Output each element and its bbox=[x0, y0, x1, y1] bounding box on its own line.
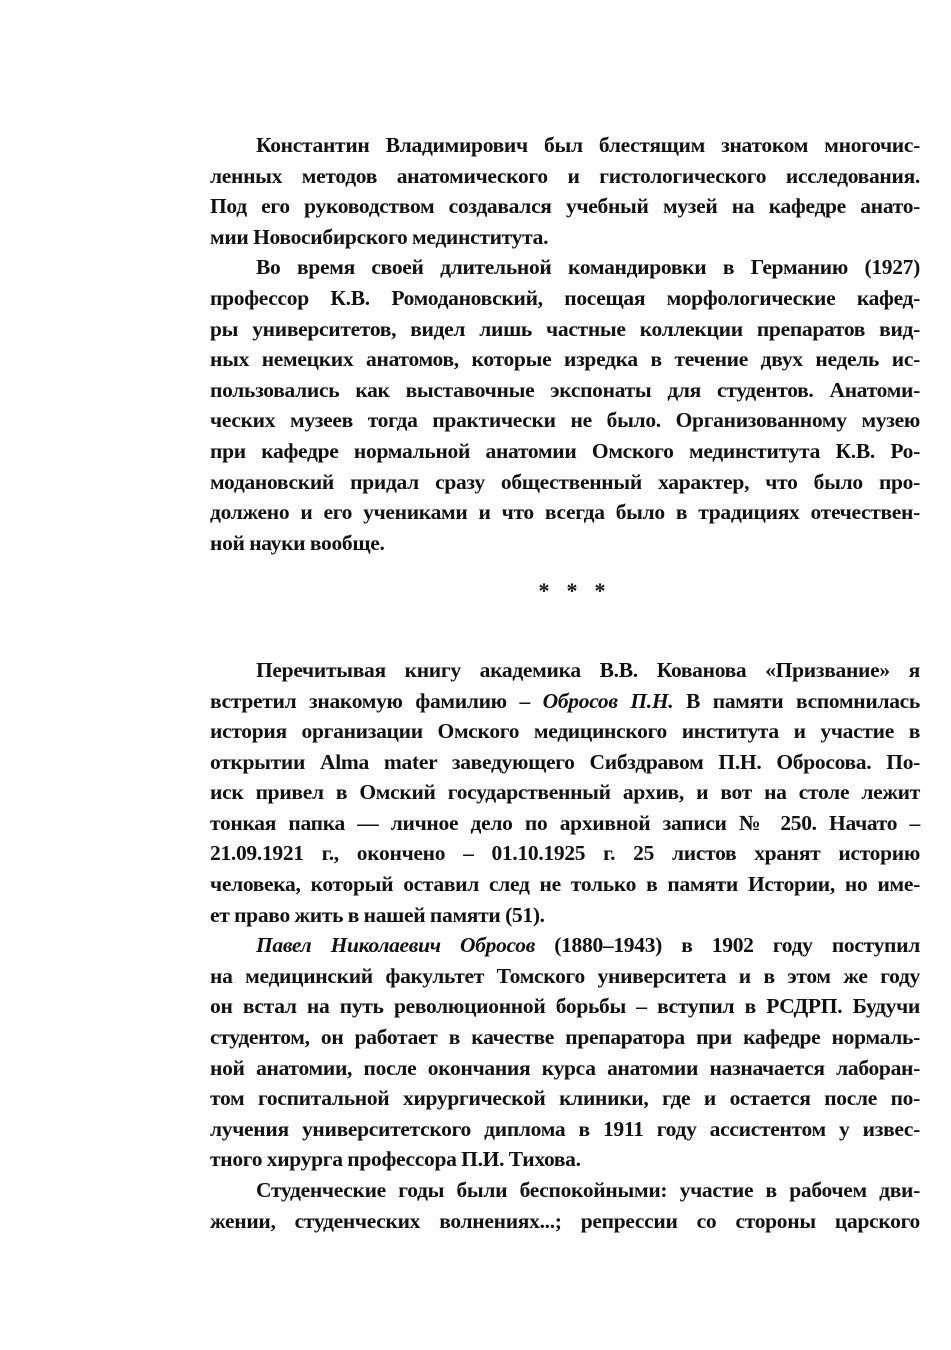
text-line: лучения университетского диплома в 1911 году ассистентом у извес- bbox=[210, 1116, 920, 1141]
text-line: ческих музеев тогда практически не было. Организованному музею bbox=[210, 408, 920, 433]
text-line: должено и его учениками и что всегда было в традициях отечествен- bbox=[210, 500, 920, 525]
italic-name: Павел Николаевич Обросов bbox=[256, 933, 535, 958]
text-line: мии Новосибирского мединститута. bbox=[210, 224, 549, 249]
text-line: открытии Alma mater заведующего Сибздравом П.Н. Обросова. По- bbox=[210, 749, 920, 774]
text-segment: встретил знакомую фамилию – bbox=[210, 688, 543, 713]
paragraph-4 bbox=[210, 930, 920, 1175]
text-line: тонкая папка — личное дело по архивной записи № 250. Начато – bbox=[210, 810, 920, 835]
text-line: том госпитальной хирургической клиники, где и остается после по- bbox=[210, 1086, 920, 1111]
text-line bbox=[210, 930, 920, 961]
paragraph-5 bbox=[210, 1175, 920, 1236]
text-line: он встал на путь революционной борьбы – вступил в РСДРП. Будучи bbox=[210, 994, 920, 1019]
text-line: Студенческие годы были беспокойными: участие в рабочем дви- bbox=[256, 1178, 920, 1202]
text-line: Во время своей длительной командировки в Германию (1927) bbox=[256, 255, 920, 280]
text-line: Под его руководством создавался учебный музей на кафедре анато- bbox=[210, 194, 920, 219]
text-segment: (1880–1943) в 1902 году поступил bbox=[535, 933, 920, 958]
text-line: на медицинский факультет Томского университета и в этом же году bbox=[210, 963, 920, 988]
text-segment: В памяти вспомнилась bbox=[673, 688, 920, 713]
text-line: ет право жить в нашей памяти (51). bbox=[210, 902, 545, 927]
section-separator: * * * bbox=[538, 578, 612, 604]
text-line: иск привел в Омский государственный архив, и вот на столе лежит bbox=[210, 780, 920, 805]
text-line: 21.09.1921 г., окончено – 01.10.1925 г. 25 листов хранят историю bbox=[210, 841, 920, 866]
text-line: профессор К.В. Ромодановский, посещая морфологические кафед- bbox=[210, 285, 920, 310]
text-line: пользовались как выставочные экспонаты для студентов. Анатоми- bbox=[210, 377, 920, 402]
italic-name: Обросов П.Н. bbox=[542, 688, 674, 713]
text-line: Константин Владимирович был блестящим знатоком многочис- bbox=[256, 133, 920, 157]
paragraph-2 bbox=[210, 252, 920, 558]
text-line: история организации Омского медицинского института и участие в bbox=[210, 719, 920, 744]
paragraph-3 bbox=[210, 655, 920, 930]
text-line: Перечитывая книгу академика В.В. Кованова «Призвание» я bbox=[256, 657, 920, 682]
text-line: тного хирурга профессора П.И. Тихова. bbox=[210, 1147, 581, 1172]
text-line: человека, который оставил след не только в памяти Истории, но име- bbox=[210, 872, 920, 897]
text-line: ной анатомии, после окончания курса анатомии назначается лаборан- bbox=[210, 1055, 920, 1080]
text-line: модановский придал сразу общественный характер, что было про- bbox=[210, 469, 920, 494]
text-line: ленных методов анатомического и гистологического исследования. bbox=[210, 163, 920, 188]
text-line: при кафедре нормальной анатомии Омского мединститута К.В. Ро- bbox=[210, 438, 920, 463]
text-line: жении, студенческих волнениях...; репрессии со стороны царского bbox=[210, 1208, 920, 1233]
text-line: ных немецких анатомов, которые изредка в течение двух недель ис- bbox=[210, 347, 920, 372]
text-line bbox=[210, 686, 920, 717]
text-line: ры университетов, видел лишь частные коллекции препаратов вид- bbox=[210, 316, 920, 341]
document-page bbox=[210, 130, 920, 1236]
text-line: ной науки вообще. bbox=[210, 530, 385, 555]
paragraph-1 bbox=[210, 130, 920, 252]
text-line: студентом, он работает в качестве препаратора при кафедре нормаль- bbox=[210, 1025, 920, 1050]
